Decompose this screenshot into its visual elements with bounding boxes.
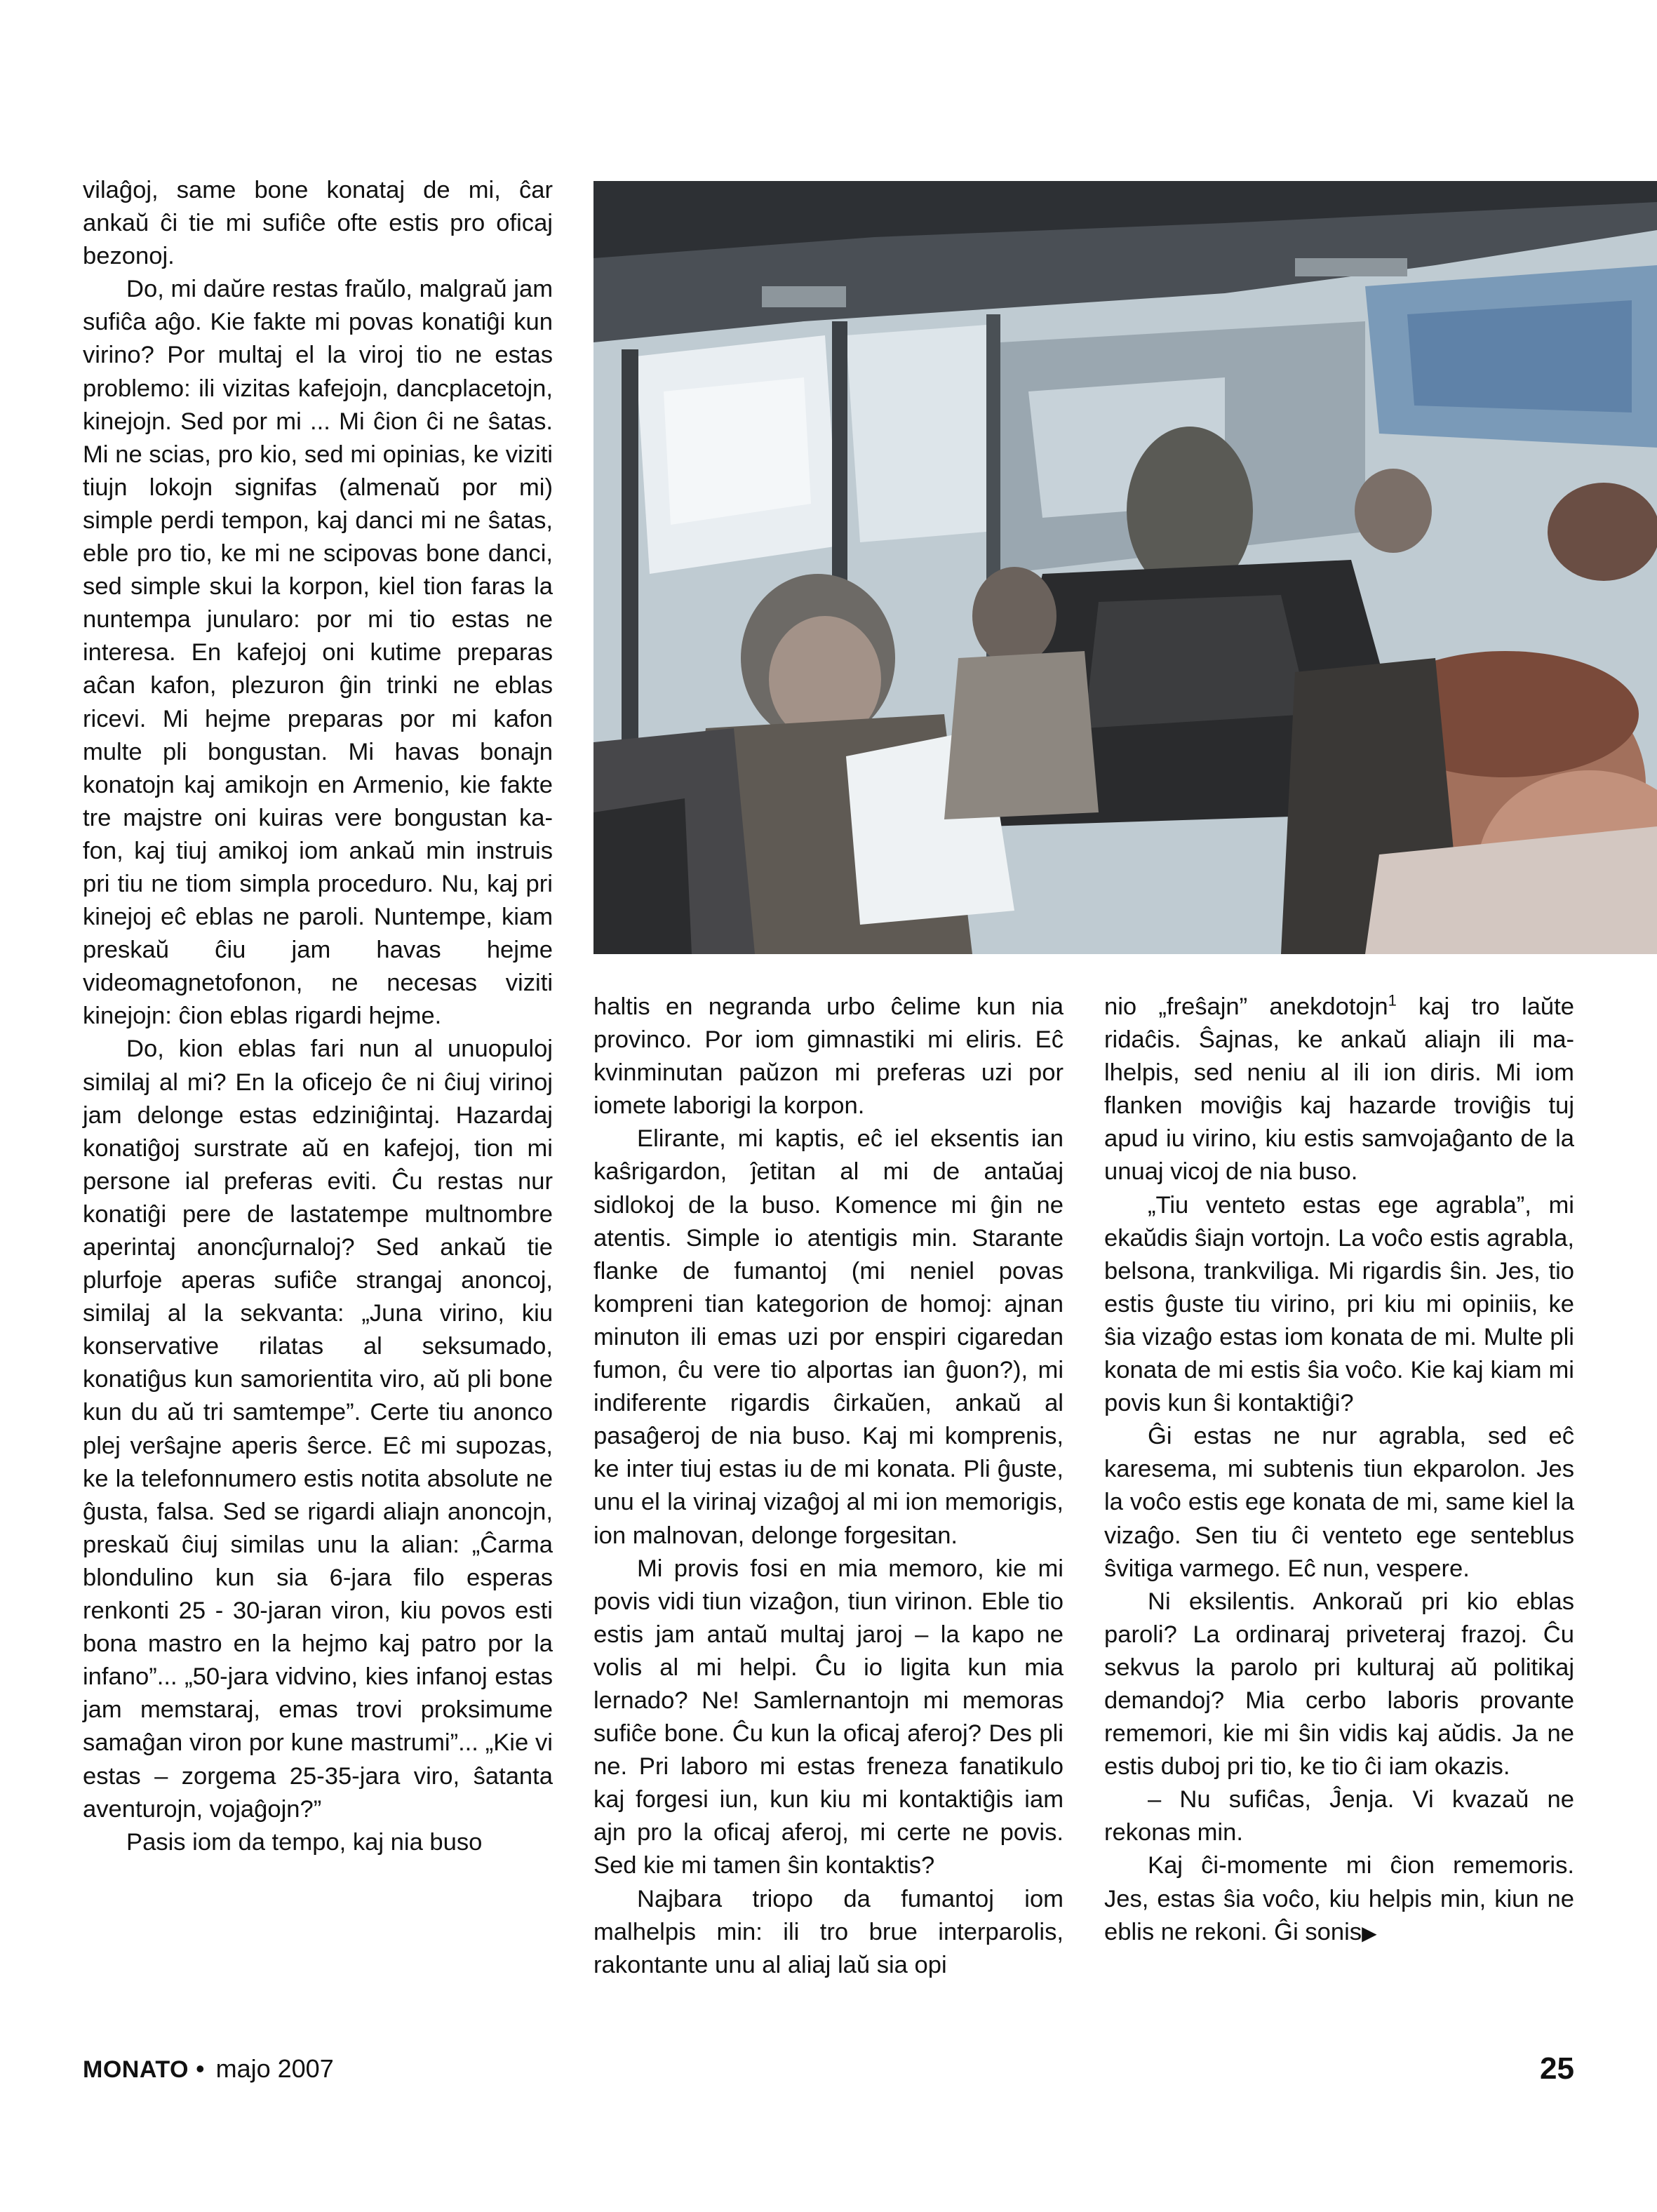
paragraph: haltis en negranda urbo ĉelime kun nia provinco. Por iom gimnastiki mi eliris. Eĉ kvinminutan paŭzon mi preferas uzi por iomete laborigi la korpon. <box>593 993 1064 1120</box>
bus-passengers-photo <box>593 181 1657 954</box>
paragraph: – Nu sufiĉas, Ĵenja. Vi kvazaŭ ne rekonas min. <box>1104 1786 1574 1846</box>
paragraph: Ĝi estas ne nur agrabla, sed eĉ karesema, mi subtenis tiun ekparolon. Jes la voĉo estis ege konata de mi, same kiel la vizaĝo. Sen tiu ĉi venteto ege senteblus ŝvitiga varmego. Eĉ nun, vespere. <box>1104 1423 1574 1582</box>
paragraph <box>1104 991 1574 1189</box>
issue-date: majo 2007 <box>215 2054 334 2083</box>
text-run: nio „freŝajn” anekdotojn <box>1104 993 1388 1020</box>
paragraph: Do, kion eblas fari nun al unuopuloj similaj al mi? En la oficejo ĉe ni ĉiuj virinoj jam delonge estas edziniĝintaj. Hazardaj konatiĝoj surstrate aŭ en kafejoj, tion mi persone ial preferas eviti. Ĉu restas nur konatiĝi pere de lastatempe multnombre aperintaj anoncĵurnaloj? Sed ankaŭ tie plurfoje aperas sufiĉe strangaj anoncoj, similaj al la sekvanta: „Juna virino, kiu konservative rilatas al seksumado, konatiĝus kun samorientita viro, aŭ pli bone kun du aŭ tri samtempe”. Certe tiu anonco plej verŝajne aperis ŝerce. Eĉ mi supozas, ke la telefonnumero estis notita absolute ne ĝusta, falsa. Sed se rigardi aliajn anoncojn, preskaŭ ĉiuj similas unu la alian: „Ĉarma blondulino kun sia 6-jara filo esperas renkonti 25 - 30-jaran viron, kiu povos esti bona mastro en la hejmo kaj patro por la infano”... „50-jara vidvino, kies infanoj estas jam memstaraj, emas trovi proksimume samaĝan viron por kune mastrumi”... „Kie vi estas – zorgema 25-35-jara viro, ŝatanta aventurojn, vojaĝojn?” <box>83 1035 553 1823</box>
article-column-2 <box>593 991 1064 1982</box>
paragraph: Ni eksilentis. Ankoraŭ pri kio eblas paroli? La ordinaraj priveteraj frazoj. Ĉu sekvus la parolo pri kulturaj aŭ politikaj demandoj? Mia cerbo laboris provante rememori, kie mi ŝin vidis kaj aŭdis. Ja ne estis duboj pri tio, ke tio ĉi iam okazis. <box>1104 1588 1574 1781</box>
text-run: Kaj ĉi-momente mi ĉion rememoris. Jes, estas ŝia voĉo, kiu helpis min, kiun ne eblis ne rekoni. Ĝi sonis <box>1104 1852 1574 1945</box>
article-column-1 <box>83 174 553 1859</box>
text-run: kaj tro laŭte ridaĉis. Ŝajnas, ke ankaŭ aliajn ili malhelpis, sed neniu al ili ion diris. Mi iom flanken moviĝis kaj hazarde troviĝis tuj apud iu virino, kiu estis samvojaĝanto de la unuaj vicoj de nia buso. <box>1104 993 1574 1186</box>
right-triangle-icon: ▶ <box>1362 1922 1377 1944</box>
paragraph <box>1104 1849 1574 1949</box>
paragraph: Pasis iom da tempo, kaj nia buso <box>126 1828 483 1856</box>
page-footer <box>83 2051 1574 2089</box>
paragraph: vilaĝoj, same bone konataj de mi, ĉar ankaŭ ĉi tie mi sufiĉe ofte estis pro oficaj bezonoj. <box>83 177 553 270</box>
paragraph: Do, mi daŭre restas fraŭlo, malgraŭ jam sufiĉa aĝo. Kie fakte mi povas konatiĝi kun virino? Por multaj el la viroj tio ne estas problemo: ili vizitas kafejojn, dancplacetojn, kinejojn. Sed por mi ... Mi ĉion ĉi ne ŝatas. Mi ne scias, pro kio, sed mi opinias, ke viziti tiujn lokojn signifas (almenaŭ por mi) simple perdi tempon, kaj danci mi ne ŝatas, eble pro tio, ke mi ne scipovas bone danci, sed simple skui la korpon, kiel tion faras la nuntempa junularo: por mi tio estas ne interesa. En kafejoj oni kutime preparas aĉan kafon, plezuron ĝin trinki ne eblas ricevi. Mi hejme preparas por mi kafon multe pli bongustan. Mi havas bonajn konatojn kaj amikojn en Armenio, kie fakte tre majstre oni kuiras vere bongustan kafon, kaj tiuj amikoj iom ankaŭ min instruis pri tiu ne tiom simpla proceduro. Nu, kaj pri kinejoj eĉ eblas ne paroli. Nuntempe, kiam preskaŭ ĉiu jam havas hejme videomagnetofonon, ne necesas viziti kinejojn: ĉion eblas rigardi hejme. <box>83 276 553 1030</box>
page-number: 25 <box>1540 2051 1574 2086</box>
footnote-mark: 1 <box>1388 991 1397 1010</box>
paragraph: „Tiu venteto estas ege agrabla”, mi ekaŭdis ŝiajn vortojn. La voĉo estis agrabla, belsona, trankviliga. Mi rigardis ŝin. Jes, tio estis ĝuste tiu virino, pri kiu mi opiniis, ke ŝia vizaĝo estas iom konata de mi. Multe pli konata de mi estis ŝia voĉo. Kie kaj kiam mi povis kun ŝi kontaktiĝi? <box>1104 1191 1574 1417</box>
paragraph: Elirante, mi kaptis, eĉ iel eksentis ian kaŝrigardon, ĵetitan al mi de antaŭaj sidlokoj de la buso. Komence mi ĝin ne atentis. Simple io atentigis min. Starante flanke de fumantoj (mi neniel povas kompreni tian kategorion de homoj: ajnan minuton ili emas uzi por enspiri cigaredan fumon, ĉu vere tio alportas ian ĝuon?), mi indiferente rigardis ĉirkaŭen, ankaŭ al pasaĝeroj de nia buso. Kaj mi komprenis, ke inter tiuj estas iu de mi konata. Pli ĝuste, unu el la virinaj vizaĝoj al mi ion memorigis, ion malnovan, delonge forgesitan. <box>593 1125 1064 1549</box>
paragraph: Najbara triopo da fumantoj iom malhelpis min: ili tro brue interparolis, rakontante unu al aliaj laŭ sia opi <box>593 1885 1064 1978</box>
paragraph: Mi provis fosi en mia memoro, kie mi povis vidi tiun vizaĝon, tiun virinon. Eble tio estis jam antaŭ multaj jaroj – la kapo ne volis al mi helpi. Ĉu io ligita kun mia lernado? Ne! Samlernantojn mi memoras sufiĉe bone. Ĉu kun la oficaj aferoj? Des pli ne. Pri laboro mi estas freneza fanatikulo kaj forgesi iun, kun kiu mi kontaktiĝis iam ajn pro la oficaj aferoj, mi certe ne povis. Sed kie mi tamen ŝin kontaktis? <box>593 1555 1064 1879</box>
magazine-name: MONATO <box>83 2056 189 2083</box>
article-column-3 <box>1104 991 1574 1950</box>
footer-separator: • <box>195 2054 205 2083</box>
